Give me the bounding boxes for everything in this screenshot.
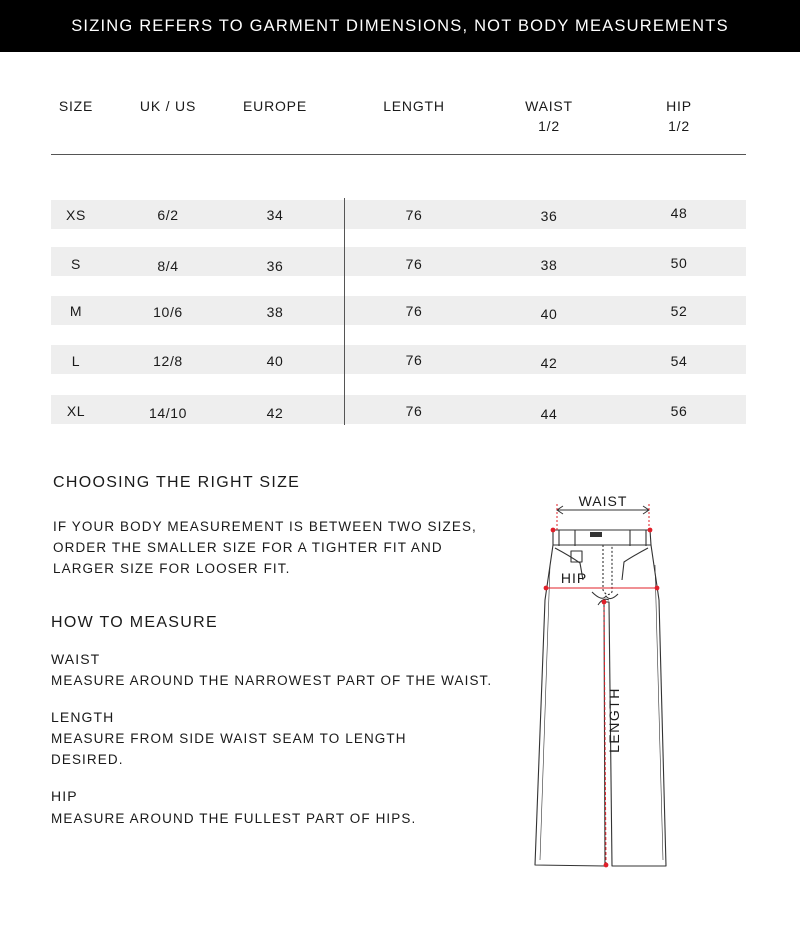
cell-ukus: 8/4 [157,258,179,274]
hip-dot-left [544,586,549,591]
hip-label: HIP [51,788,78,804]
length-dot-top [602,600,607,605]
header-size-label: SIZE [58,98,94,114]
waist-label: WAIST [51,651,101,667]
choosing-line: LARGER SIZE FOR LOOSER FIT. [53,561,291,576]
cell-ukus: 14/10 [148,405,188,421]
header-hip-label: HIP [666,98,692,114]
length-label: LENGTH [51,709,115,725]
table-row [51,247,746,276]
how-title: HOW TO MEASURE [51,614,218,631]
cell-europe: 40 [266,353,284,369]
cell-waist: 40 [540,306,558,322]
cell-europe: 38 [266,304,284,320]
cell-size: XS [66,207,86,223]
header-europe-label: EUROPE [243,98,307,114]
length-text [51,728,407,770]
header-waist-unit: 1/2 [538,118,560,134]
header-divider [51,154,746,155]
header-hip [666,96,692,136]
diagram-length-label: LENGTH [606,687,622,753]
cell-hip: 54 [670,353,688,369]
column-divider [344,198,345,425]
cell-size: XL [66,403,86,419]
cell-europe: 34 [266,207,284,223]
header-length [383,96,445,116]
cell-hip: 48 [670,205,688,221]
header-size [59,96,93,116]
cell-length: 76 [405,207,423,223]
hip-dot-right [655,586,660,591]
cell-waist: 36 [540,208,558,224]
label-tag [590,532,602,537]
cell-size: S [71,256,81,272]
length-line: MEASURE FROM SIDE WAIST SEAM TO LENGTH [51,731,407,746]
diagram-hip-label: HIP [560,570,588,586]
header-hip-unit: 1/2 [668,118,690,134]
header-ukus-label: UK / US [139,98,197,114]
cell-hip: 56 [670,403,688,419]
cell-ukus: 6/2 [157,207,179,223]
header-waist [525,96,573,136]
diagram-waist-label: WAIST [578,493,628,509]
jeans-diagram [520,480,680,880]
cell-size: L [71,353,81,369]
table-row [51,200,746,229]
cell-size: M [69,303,83,319]
choosing-text [53,516,477,579]
length-line: DESIRED. [51,752,124,767]
header-waist-label: WAIST [525,98,573,114]
choosing-title: CHOOSING THE RIGHT SIZE [53,474,301,491]
waist-dot-left [551,528,556,533]
cell-waist: 38 [540,257,558,273]
cell-hip: 52 [670,303,688,319]
banner-text: SIZING REFERS TO GARMENT DIMENSIONS, NOT BODY MEASUREMENTS [71,16,729,35]
cell-ukus: 10/6 [153,304,183,320]
cell-hip: 50 [670,255,688,271]
cell-ukus: 12/8 [153,353,183,369]
waist-text: MEASURE AROUND THE NARROWEST PART OF THE WAIST. [51,673,493,688]
cell-length: 76 [405,303,423,319]
cell-europe: 42 [266,405,284,421]
hip-text: MEASURE AROUND THE FULLEST PART OF HIPS. [51,811,417,826]
length-dot-bottom [604,863,609,868]
cell-length: 76 [405,403,423,419]
cell-length: 76 [405,352,423,368]
cell-europe: 36 [266,258,284,274]
cell-waist: 44 [540,406,558,422]
waist-dot-right [648,528,653,533]
choosing-line: ORDER THE SMALLER SIZE FOR A TIGHTER FIT AND [53,540,443,555]
jeans-outline [535,545,666,866]
cell-length: 76 [405,256,423,272]
top-banner [0,0,800,52]
header-ukus [140,96,196,116]
choosing-line: IF YOUR BODY MEASUREMENT IS BETWEEN TWO SIZES, [53,519,477,534]
header-europe [243,96,307,116]
cell-waist: 42 [540,355,558,371]
header-length-label: LENGTH [383,98,445,114]
